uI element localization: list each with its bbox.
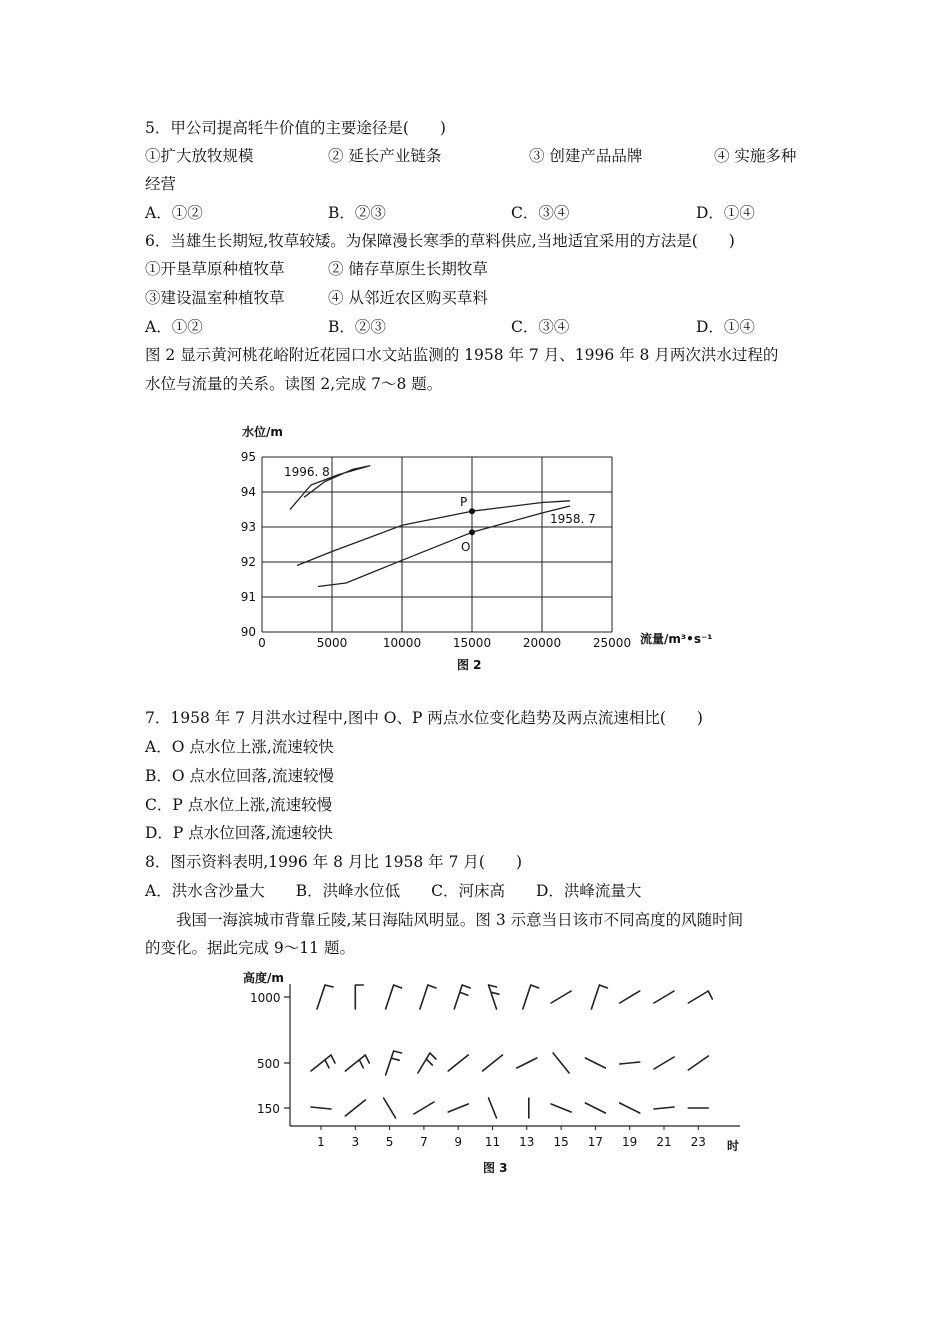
q5-choice-a: A．①② — [145, 204, 203, 222]
q5-stem: 5．甲公司提高牦牛价值的主要途径是( ) — [145, 119, 446, 137]
fig3-wind-barb — [688, 991, 712, 1003]
fig3-level-150: 150 — [257, 1102, 280, 1116]
fig3-wind-barb — [448, 1055, 468, 1071]
fig3-hour-label: 21 — [656, 1135, 672, 1149]
q6-choice-b: B．②③ — [328, 318, 386, 336]
q5-option-4-cont: 经营 — [145, 175, 177, 193]
q5-choice-d: D．①④ — [696, 204, 755, 222]
fig3-wind-barb — [585, 1058, 605, 1068]
q5-option-1: ①扩大放牧规模 — [145, 147, 254, 165]
fig3-wind-barb — [489, 985, 499, 1009]
fig3-wind-barb — [483, 1055, 503, 1071]
q5-choice-c: C．③④ — [511, 204, 570, 222]
fig3-wind-barb — [420, 985, 436, 1009]
fig2-x-tick: 15000 — [452, 636, 492, 650]
fig3-hour-label: 7 — [420, 1135, 428, 1149]
fig3-wind-barb — [448, 1104, 468, 1112]
fig2-x-tick: 0 — [258, 636, 266, 650]
fig3-wind-barb — [414, 1102, 434, 1114]
fig2-x-tick: 5000 — [316, 636, 348, 650]
fig2-point-p — [469, 508, 475, 514]
fig3-wind-barb — [454, 985, 470, 1009]
fig3-wind-barb — [317, 985, 333, 1009]
fig3-level-1000: 1000 — [250, 991, 281, 1005]
fig3-caption: 图 3 — [483, 1161, 508, 1175]
q6-option-2: ② 储存草原生长期牧草 — [328, 260, 488, 278]
fig2-label-o: O — [461, 540, 471, 554]
fig3-x-unit: 时 — [727, 1139, 740, 1153]
fig2-x-tick: 10000 — [382, 636, 422, 650]
fig3-wind-barb — [386, 985, 402, 1009]
fig3-wind-barb — [345, 1055, 369, 1071]
fig3-y-axis-label: 高度/m — [243, 971, 284, 985]
fig3-hour-label: 3 — [351, 1135, 360, 1149]
fig3-wind-barb — [311, 1107, 331, 1109]
q6-option-1: ①开垦草原种植牧草 — [145, 260, 285, 278]
fig3-hour-label: 9 — [454, 1135, 463, 1149]
fig2-y-tick: 91 — [240, 590, 256, 604]
fig3-wind-barb — [688, 1056, 708, 1070]
fig3-wind-barb — [311, 1055, 335, 1071]
fig3-wind-barb — [345, 1100, 365, 1116]
intro-7-8-line1: 图 2 显示黄河桃花峪附近花园口水文站监测的 1958 年 7 月、1996 年 8 月两次洪水过程的 — [145, 346, 779, 364]
q8-stem: 8．图示资料表明,1996 年 8 月比 1958 年 7 月( ) — [145, 853, 522, 871]
q5-choice-b: B．②③ — [328, 204, 386, 222]
q5-option-2: ② 延长产业链条 — [328, 147, 442, 165]
fig3-hour-label: 15 — [553, 1135, 569, 1149]
fig3-wind-barb — [386, 1051, 402, 1075]
fig3-wind-barb — [620, 1062, 640, 1064]
fig3-wind-barb — [585, 1103, 605, 1113]
q5-option-3: ③ 创建产品品牌 — [529, 147, 643, 165]
fig3-hour-label: 1 — [317, 1135, 325, 1149]
fig2-series-line — [318, 506, 570, 587]
fig2-label-1996: 1996. 8 — [284, 465, 330, 479]
q6-choice-a: A．①② — [145, 318, 203, 336]
q7-choice-b: B．O 点水位回落,流速较慢 — [145, 767, 334, 785]
intro-7-8-line2: 水位与流量的关系。读图 2,完成 7～8 题。 — [145, 375, 443, 393]
fig3-hour-label: 17 — [587, 1135, 604, 1149]
q6-choice-c: C．③④ — [511, 318, 570, 336]
fig3-wind-barb — [620, 991, 640, 1003]
fig3-hour-label: 23 — [690, 1135, 706, 1149]
fig2-label-p: P — [460, 495, 468, 509]
q6-stem: 6．当雄生长期短,牧草较矮。为保障漫长寒季的草料供应,当地适宜采用的方法是( ) — [145, 232, 735, 250]
q5-option-4: ④ 实施多种 — [714, 147, 797, 165]
figure-3-wind-chart — [235, 966, 765, 1181]
q8-options: A．洪水含沙量大 B．洪峰水位低 C．河床高 D．洪峰流量大 — [145, 882, 642, 900]
fig3-wind-barb — [551, 991, 571, 1003]
fig3-wind-barb — [384, 1098, 396, 1118]
q6-choice-d: D．①④ — [696, 318, 755, 336]
fig2-y-tick: 93 — [240, 520, 256, 534]
fig3-wind-barb — [355, 985, 363, 1009]
fig3-wind-barb — [523, 985, 539, 1009]
q6-option-4: ④ 从邻近农区购买草料 — [328, 289, 488, 307]
fig3-wind-barb — [620, 1103, 640, 1113]
fig2-x-tick: 20000 — [522, 636, 562, 650]
fig3-wind-barb — [517, 1058, 537, 1068]
q7-choice-a: A．O 点水位上涨,流速较快 — [145, 738, 334, 756]
fig2-y-axis-label: 水位/m — [242, 425, 283, 439]
fig3-hour-label: 13 — [519, 1135, 535, 1149]
fig2-y-tick: 90 — [240, 625, 256, 639]
fig3-wind-barb — [654, 1057, 674, 1069]
fig2-y-tick: 94 — [240, 485, 256, 499]
fig3-wind-barb — [654, 991, 674, 1003]
fig2-label-1958: 1958. 7 — [550, 512, 596, 526]
figure-2-chart — [230, 420, 730, 680]
q7-stem: 7．1958 年 7 月洪水过程中,图中 O、P 两点水位变化趋势及两点流速相比( ) — [145, 709, 703, 727]
fig3-wind-barb — [654, 1107, 674, 1109]
intro-9-11-line2: 的变化。据此完成 9～11 题。 — [145, 939, 355, 957]
q6-option-3: ③建设温室种植牧草 — [145, 289, 285, 307]
fig2-series-line — [297, 501, 570, 566]
fig2-point-o — [469, 529, 475, 535]
q7-choice-d: D．P 点水位回落,流速较快 — [145, 824, 333, 842]
intro-9-11-line1: 我国一海滨城市背靠丘陵,某日海陆风明显。图 3 示意当日该市不同高度的风随时间 — [176, 911, 744, 929]
fig2-x-tick: 25000 — [592, 636, 632, 650]
fig3-hour-label: 5 — [385, 1135, 394, 1149]
fig2-x-axis-label: 流量/m³•s⁻¹ — [640, 632, 713, 646]
fig2-y-tick: 92 — [240, 555, 256, 569]
fig3-wind-barb — [489, 1098, 497, 1118]
q7-choice-c: C．P 点水位上涨,流速较慢 — [145, 796, 333, 814]
fig3-wind-barb — [551, 1104, 571, 1112]
fig3-hour-label: 11 — [484, 1135, 501, 1149]
fig3-wind-barb — [591, 985, 607, 1009]
fig3-wind-barb — [553, 1053, 569, 1073]
fig2-caption: 图 2 — [457, 658, 482, 672]
fig3-wind-barb — [418, 1053, 436, 1073]
fig2-y-tick: 95 — [240, 450, 256, 464]
fig3-level-500: 500 — [257, 1057, 280, 1071]
fig3-hour-label: 19 — [622, 1135, 638, 1149]
